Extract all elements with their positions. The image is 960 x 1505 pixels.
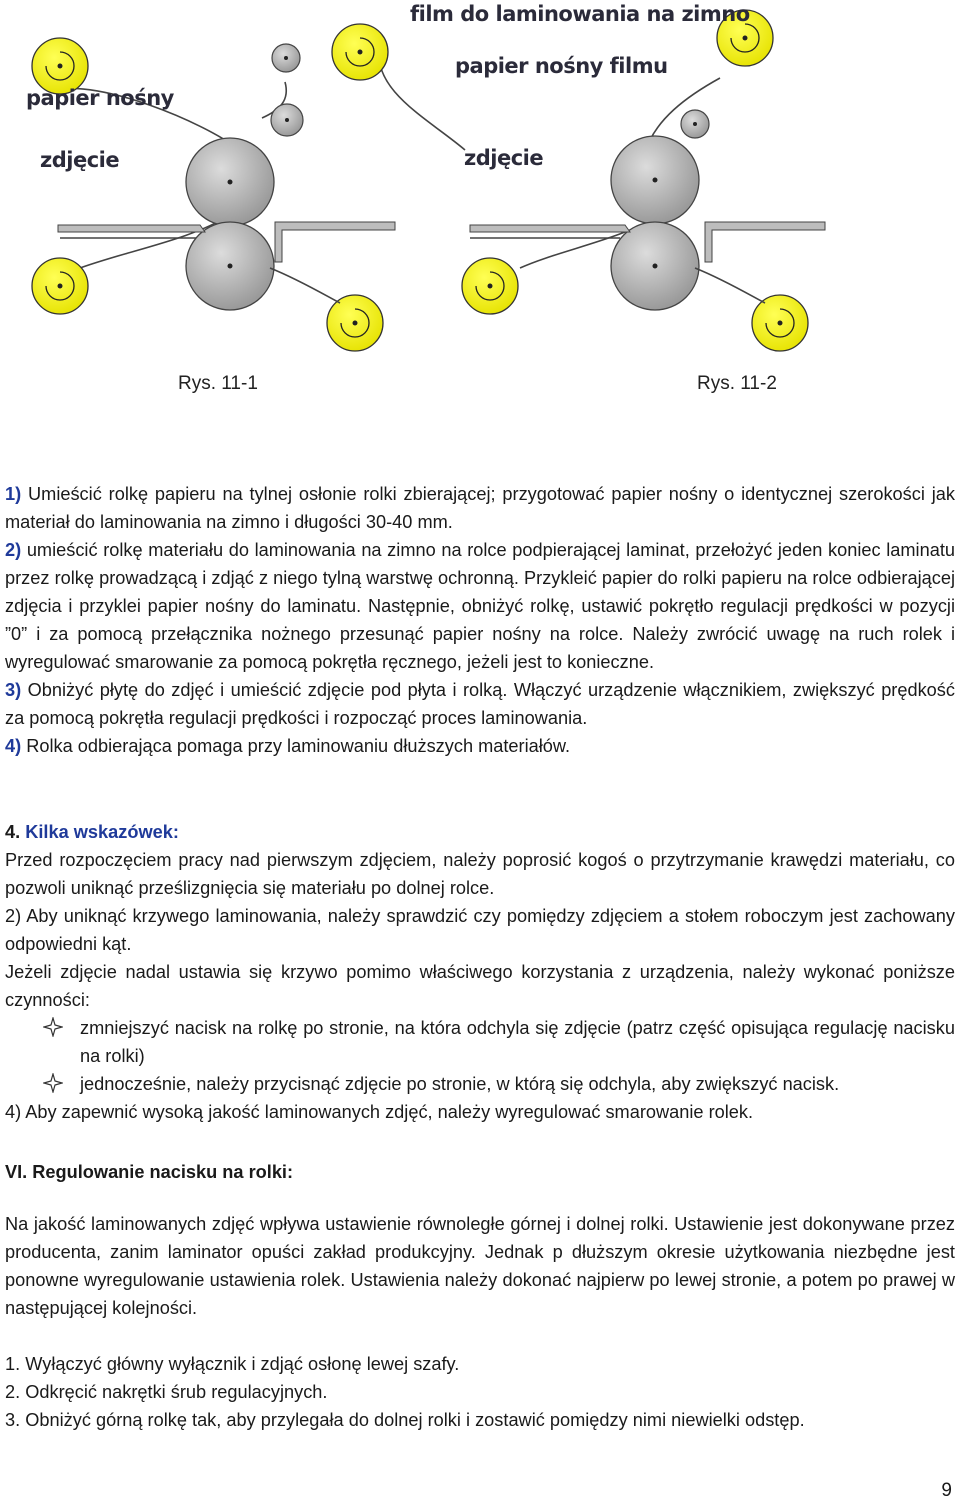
section-heading: VI. Regulowanie nacisku na rolki: <box>5 1162 294 1182</box>
tip-paragraph: 4) Aby zapewnić wysoką jakość laminowanych zdjęć, należy wyregulować smarowanie rolek. <box>5 1102 754 1122</box>
step-text: Obniżyć płytę do zdjęć i umieścić zdjęcie pod płyta i rolką. Włączyć urządzenie włącznikiem, zwiększyć prędkość za pomocą pokrętła regulacji prędkości i rozpocząć proces laminowania. <box>5 680 955 728</box>
list-item: 3. Obniżyć górną rolkę tak, aby przylegała do dolnej rolki i zostawić pomiędzy nimi niewielki odstęp. <box>5 1410 805 1430</box>
tips-block <box>5 818 955 1126</box>
label-carrier-paper-left: papier nośny <box>26 86 174 110</box>
label-cold-film: film do laminowania na zimno <box>410 2 750 26</box>
tip-bullet: zmniejszyć nacisk na rolkę po stronie, na która odchyla się zdjęcie (patrz część opisująca regulację nacisku na rolki) <box>5 1014 955 1070</box>
step-text: umieścić rolkę materiału do laminowania na zimno na rolce podpierającej laminat, przełożyć jeden koniec laminatu przez rolkę prowadzącą i zdjąć z niego tylną warstwę ochronną. Przykleić papier do rolki papieru na rolce odbierającej zdjęcia i przyklei papier nośny do laminatu. Następnie, obniżyć rolkę, ustawić pokrętło regulacji prędkości w pozycji ”0” i za pomocą przełącznika nożnego przesunąć papier nośny na rolce. Należy zwrócić uwagę na ruch rolek i wyregulować smarowanie za pomocą pokrętła ręcznego, jeżeli jest to konieczne. <box>5 540 955 672</box>
four-point-star-icon <box>43 1073 63 1093</box>
section-6-list <box>5 1350 955 1434</box>
step-number: 1) <box>5 484 22 504</box>
step-text: Umieścić rolkę papieru na tylnej osłonie rolki zbierającej; przygotować papier nośny o identycznej szerokości jak materiał do laminowania na zimno i długości 30-40 mm. <box>5 484 955 532</box>
four-point-star-icon <box>43 1017 63 1037</box>
feed-plate-icon <box>58 225 205 232</box>
step-1 <box>5 480 955 536</box>
tip-bullet: jednocześnie, należy przycisnąć zdjęcie po stronie, w którą się odchyla, aby zwiększyć nacisk. <box>5 1070 955 1098</box>
section-6-heading-block <box>5 1158 955 1186</box>
page-number: 9 <box>941 1480 952 1501</box>
step-number: 4) <box>5 736 22 756</box>
step-3 <box>5 676 955 732</box>
step-text: Rolka odbierająca pomaga przy laminowaniu dłuższych materiałów. <box>21 736 571 756</box>
step-4 <box>5 732 955 760</box>
step-number: 2) <box>5 540 22 560</box>
output-plate-icon <box>705 222 825 262</box>
tip-paragraph: Jeżeli zdjęcie nadal ustawia się krzywo pomimo właściwego korzystania z urządzenia, należy wykonać poniższe czynności: <box>5 962 955 1010</box>
step-2 <box>5 536 955 676</box>
list-item: 2. Odkręcić nakrętki śrub regulacyjnych. <box>5 1382 328 1402</box>
diagram-left <box>32 38 395 351</box>
feed-plate-icon <box>470 225 630 232</box>
section-6-intro-block <box>5 1210 955 1322</box>
section-intro: Na jakość laminowanych zdjęć wpływa ustawienie równoległe górnej i dolnej rolki. Ustawienie jest dokonywane przez producenta, zanim laminator opuści zakład produkcyjny. Jednak p dłuższym okresie użytkowania niezbędne jest ponowne wyregulowanie ustawienia rolek. Ustawienia należy dokonać najpierw po lewej stronie, a potem po prawej w następującej kolejności. <box>5 1214 955 1318</box>
step-number: 3) <box>5 680 22 700</box>
tip-paragraph: 2) Aby uniknąć krzywego laminowania, należy sprawdzić czy pomiędzy zdjęciem a stołem roboczym jest zachowany odpowiedni kąt. <box>5 906 955 954</box>
tip-paragraph: Przed rozpoczęciem pracy nad pierwszym zdjęciem, należy poprosić kogoś o przytrzymanie krawędzi materiału, co pozwoli uniknąć prześlizgnięcia się materiału po dolnej rolce. <box>5 850 955 898</box>
caption-left: Rys. 11-1 <box>178 373 258 394</box>
list-item: 1. Wyłączyć główny wyłącznik i zdjąć osłonę lewej szafy. <box>5 1354 460 1374</box>
label-photo-left: zdjęcie <box>40 148 120 172</box>
output-plate-icon <box>275 222 395 262</box>
label-photo-right: zdjęcie <box>464 146 544 170</box>
caption-right: Rys. 11-2 <box>697 373 777 394</box>
steps-block <box>5 480 955 760</box>
tips-heading: 4. Kilka wskazówek: <box>5 822 179 842</box>
figure-laminator-diagrams <box>0 0 960 360</box>
label-film-carrier: papier nośny filmu <box>455 54 668 78</box>
